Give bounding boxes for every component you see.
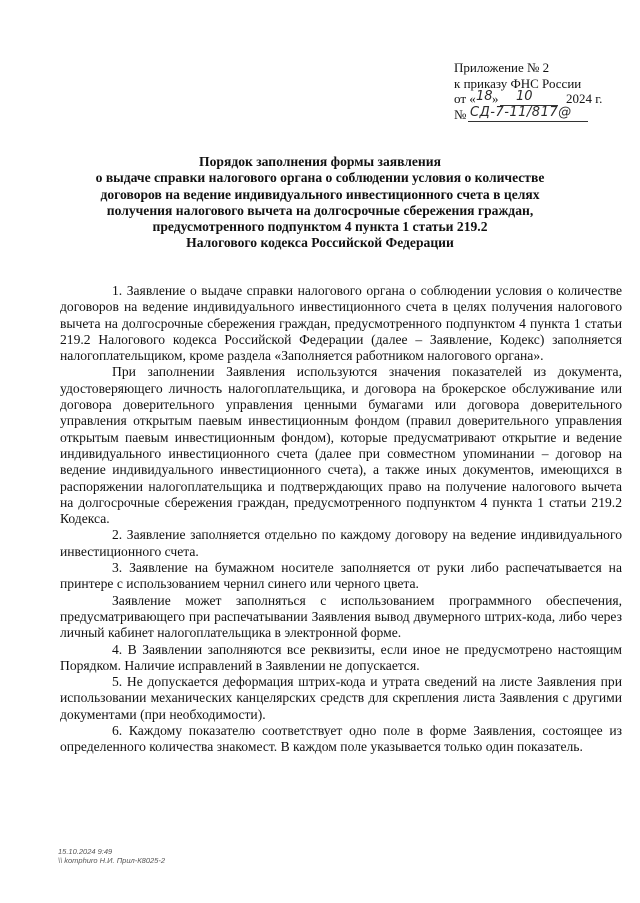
title-line-6: Налогового кодекса Российской Федерации [186,235,454,251]
title-line-1: Порядок заполнения формы заявления [199,154,441,169]
number-prefix: № [454,107,467,122]
print-footer [58,847,165,865]
paragraph-8: 6. Каждому показателю соответствует одно поле в форме Заявления, состоящее из определенного количества знакомест. В каждом поле указывается только один показатель. [60,723,622,755]
appendix-order-ref: к приказу ФНС России [454,75,582,91]
number-value: СД-7-11/817@ [470,105,572,120]
appendix-title: Приложение № 2 [454,60,550,75]
footer-timestamp: 15.10.2024 9:49 [58,847,113,856]
footer-file-ref: \\ komphuro Н.И. Прил-К8025-2 [58,856,165,865]
date-quote: » [492,91,499,106]
paragraph-6: 4. В Заявлении заполняются все реквизиты, если иное не предусмотрено настоящим Порядком. Наличие исправлений в Заявлении не допускается. [60,641,622,673]
number-underline [468,121,588,122]
document-title [60,154,580,252]
date-year: 2024 г. [566,91,603,106]
appendix-block [454,60,624,123]
paragraph-4: 3. Заявление на бумажном носителе заполняется от руки либо распечатывается на принтере с использованием чернил синего или черного цвета. [60,560,622,592]
paragraph-2: При заполнении Заявления используются значения показателей из документа, удостоверяющего личность налогоплательщика, и договора на брокерское обслуживание или договора доверительного управления ценными бумагами или договора доверительного управления открытым паевым инвестиционным фондом (правил доверительного управления открытым паевым инвестиционным фондом), которые предусматривают открытие и ведение индивидуального инвестиционного счета (далее при совместном упоминании – договор на ведение индивидуального инвестиционного счета), а также иных документов, имеющихся в распоряжении налогоплательщика и подтверждающих право на получение налогового вычета на долгосрочные сбережения граждан, предусмотренного подпунктом 4 пункта 1 статьи 219.2 Кодекса. [60,364,622,527]
title-line-3: договоров на ведение индивидуального инвестиционного счета в целях [100,186,540,202]
date-month: 10 [516,89,533,104]
paragraph-5: Заявление может заполняться с использованием программного обеспечения, предусматривающего при распечатывании Заявления вывод двумерного штрих-кода, либо через личный кабинет налогоплательщика в электронной форме. [60,592,622,641]
appendix-number-line [454,107,624,123]
title-line-4: получения налогового вычета на долгосрочные сбережения граждан, [106,202,534,218]
paragraph-3: 2. Заявление заполняется отдельно по каждому договору на ведение индивидуального инвестиционного счета. [60,527,622,559]
title-line-5: предусмотренного подпунктом 4 пункта 1 статьи 219.2 [152,219,488,235]
title-line-2: о выдаче справки налогового органа о соблюдении условия о количестве [95,170,545,186]
date-prefix: от « [454,91,476,106]
paragraph-7: 5. Не допускается деформация штрих-кода и утрата сведений на листе Заявления при использовании механических канцелярских средств для скрепления листа Заявления с другими документами (при необходимости). [60,674,622,722]
date-day: 18 [476,89,493,104]
document-body [60,283,622,756]
paragraph-1: 1. Заявление о выдаче справки налогового органа о соблюдении условия о количестве договоров на ведение индивидуального инвестиционного счета в целях получения налогового вычета на долгосрочные сбережения граждан, предусмотренного подпунктом 4 пункта 1 статьи 219.2 Налогового кодекса Российской Федерации (далее – Заявление, Кодекс) заполняется налогоплательщиком, кроме раздела «Заполняется работником налогового органа». [60,283,622,364]
